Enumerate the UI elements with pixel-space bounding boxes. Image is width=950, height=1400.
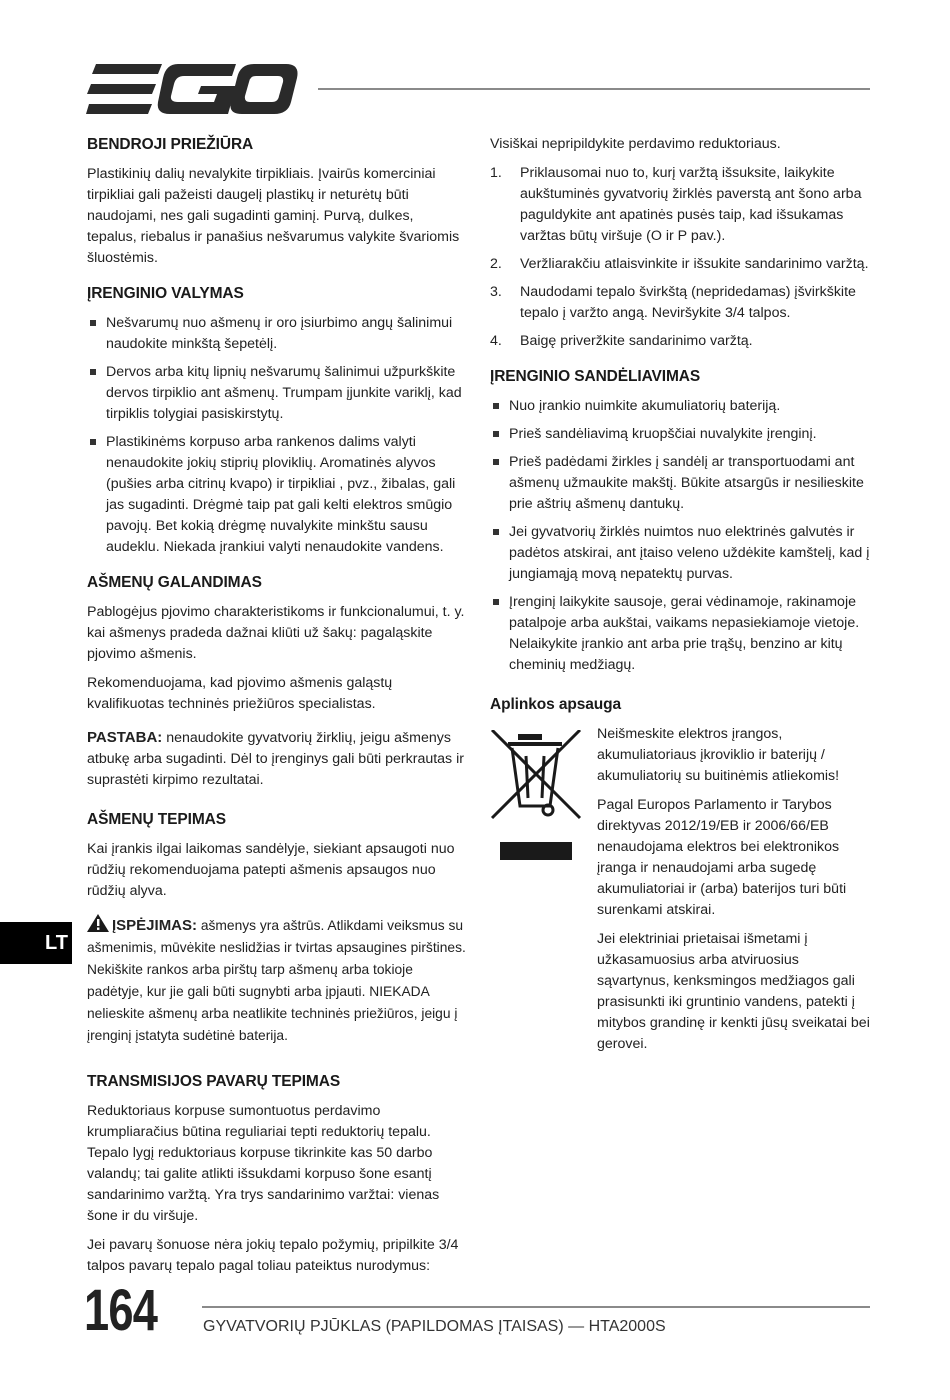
section-storage <box>490 366 872 676</box>
list-item: Jei gyvatvorių žirklės nuimtos nuo elektrinės galvutės ir padėtos atskirai, ant įtaiso veleno uždėkite kamštelį, kad į jungiamąją movą nepatektų purvas. <box>490 522 872 585</box>
section-title: Aplinkos apsauga <box>490 696 622 713</box>
paragraph: Plastikinių dalių nevalykite tirpikliais. Įvairūs komerciniai tirpikliai gali pažeisti daugelį plastikų ir neturėtų būti naudojami, nes gali sugadinti gaminį. Purvą, dulkes, tepalus, riebalus ir panašius nešvarumus valykite švariomis šluostėmis. <box>87 166 460 266</box>
paragraph: Jei elektriniai prietaisai išmetami į užkasamuosius arba atviruosius sąvartynus, kenksmingos medžiagos gali prasisunkti iki gruntinio vandens, patekti į mitybos grandinę ir kenkti jūsų sveikatai bei gerovei. <box>597 931 870 1052</box>
step-number: 1. <box>490 165 502 181</box>
section-title: ĮRENGINIO SANDĖLIAVIMAS <box>490 368 701 385</box>
list-item: Dervos arba kitų lipnių nešvarumų šalinimui užpurkškite dervos tirpiklio ant ašmenų. Trumpam įjunkite variklį, kad tirpiklis tolygiai pasiskirstytų. <box>87 362 467 425</box>
right-column <box>490 134 872 1063</box>
paragraph: Reduktoriaus korpuse sumontuotus perdavimo krumpliaračius būtina reguliariai tepti reduktorių tepalu. Tepalo lygį reduktoriaus korpuse tikrinkite kas 50 darbo valandų; tai galite atlikti išsukdami korpuso šone esantį sandarinimo varžtą. Yra trys sandarinimo varžtai: vienas šone ir du viršuje. <box>87 1103 440 1224</box>
paragraph: Jei pavarų šonuose nėra jokių tepalo požymių, pripilkite 3/4 talpos pavarų tepalo pagal toliau pateiktus nurodymus: <box>87 1237 459 1274</box>
language-tab: LT <box>0 922 72 964</box>
section-environment <box>490 694 872 1055</box>
step-text: Baigę priveržkite sandarinimo varžtą. <box>520 333 753 349</box>
paragraph: Pablogėjus pjovimo charakteristikoms ir funkcionalumui, t. y. kai ašmenys pradeda dažnai kliūti už šakų: pagaląskite pjovimo ašmenis. <box>87 604 465 662</box>
footer-title: GYVATVORIŲ PJŪKLAS (PAPILDOMAS ĮTAISAS) — HTA2000S <box>203 1318 666 1335</box>
step-number: 2. <box>490 256 502 272</box>
list-item: Prieš sandėliavimą kruopščiai nuvalykite įrenginį. <box>490 424 872 445</box>
header-rule <box>318 88 870 90</box>
section-cleaning <box>87 283 467 558</box>
section-title: BENDROJI PRIEŽIŪRA <box>87 136 254 153</box>
paragraph: Pagal Europos Parlamento ir Tarybos direktyvas 2012/19/EB ir 2006/66/EB nenaudojama elektros bei elektronikos įranga ir nenaudojami arba sugedę akumuliatoriai ir (arba) baterijos turi būti surenkami atskirai. <box>597 797 847 918</box>
step-text: Naudodami tepalo švirkštą (nepridedamas) įšvirkškite tepalo į varžto angą. Neviršykite 3/4 talpos. <box>520 284 856 321</box>
warning-label: ĮSPĖJIMAS: <box>112 917 198 934</box>
bullet-list <box>490 396 872 676</box>
section-title: TRANSMISIJOS PAVARŲ TEPIMAS <box>87 1073 341 1090</box>
paragraph: Visiškai nepripildykite perdavimo reduktoriaus. <box>490 136 781 152</box>
step-item <box>490 163 872 247</box>
note-label: PASTABA: <box>87 729 163 746</box>
footer-rule <box>202 1306 870 1308</box>
paragraph: Neišmeskite elektros įrangos, akumuliatoriaus įkroviklio ir baterijų / akumuliatorių su buitinėmis atliekomis! <box>597 726 840 784</box>
step-number: 4. <box>490 333 502 349</box>
note-text: nenaudokite gyvatvorių žirklių, jeigu ašmenys atbukę arba sugadinti. Dėl to įrenginys gali būti perkrautas ir suprastėti kirpimo rezultatai. <box>87 730 464 788</box>
step-text: Veržliarakčiu atlaisvinkite ir išsukite sandarinimo varžtą. <box>520 256 869 272</box>
step-number: 3. <box>490 284 502 300</box>
list-item: Plastikinėms korpuso arba rankenos dalims valyti nenaudokite jokių stiprių ploviklių. Aromatinės alyvos (pušies arba citrinų kvapo) ir tirpikliai , pvz., žibalas, gali jas sugadinti. Drėgmė taip pat gali kelti elektros smūgio pavojų. Bet kokią drėgmę nuvalykite minkštu sausu audeklu. Niekada įrankiui valyti nenaudokite vandens. <box>87 432 467 558</box>
paragraph: Kai įrankis ilgai laikomas sandėlyje, siekiant apsaugoti nuo rūdžių rekomenduojama patepti ašmenis apsaugos nuo rūdžių alyva. <box>87 841 455 899</box>
ego-logo <box>86 64 298 114</box>
step-text: Priklausomai nuo to, kurį varžtą išsuksite, laikykite aukštuminės gyvatvorių žirklės paverstą ant šono arba paguldykite ant apatinės pusės taip, kad išsukamas varžtas būtų viršuje (O ir P pav.). <box>520 165 862 244</box>
warning-text: ašmenys yra aštrūs. Atlikdami veiksmus su ašmenimis, mūvėkite neslidžias ir tvirtas apsaugines pirštines. Nekiškite rankos arba pirštų tarp ašmenų arba tokioje padėtyje, kur jie gali būti sugnybti arba įpjauti. NIEKADA nelieskite ašmenų arba neatlikite techninės priežiūros, jeigu į įrenginį įstatyta sudėtinė baterija. <box>87 918 466 1043</box>
paragraph: Rekomenduojama, kad pjovimo ašmenis galąstų kvalifikuotas techninės priežiūros specialistas. <box>87 675 393 712</box>
step-item <box>490 282 872 324</box>
section-title: AŠMENŲ GALANDIMAS <box>87 574 262 591</box>
section-title: AŠMENŲ TEPIMAS <box>87 811 226 828</box>
bullet-list <box>87 313 467 558</box>
list-item: Nuo įrankio nuimkite akumuliatorių bateriją. <box>490 396 872 417</box>
step-item <box>490 254 872 275</box>
step-item <box>490 331 872 352</box>
section-blade-sharpening <box>87 572 467 791</box>
page-number: 164 <box>84 1278 158 1343</box>
left-column <box>87 134 467 1291</box>
list-item: Prieš padėdami žirkles į sandėlį ar transportuodami ant ašmenų užmaukite makštį. Būkite atsargūs ir nesilieskite prie aštrių ašmenų dantukų. <box>490 452 872 515</box>
weee-crossed-bin-icon <box>490 730 582 862</box>
environment-text <box>597 724 872 1055</box>
list-item: Įrenginį laikykite sausoje, gerai vėdinamoje, rakinamoje patalpoje arba aukštai, vaikams nepasiekiamoje vietoje. Nelaikykite įrankio ant arba prie trąšų, benzino ar kitų cheminių medžiagų. <box>490 592 872 676</box>
warning-icon <box>87 914 109 932</box>
section-gear-lubrication <box>87 1071 467 1277</box>
warning <box>87 914 467 1047</box>
section-title: ĮRENGINIO VALYMAS <box>87 285 244 302</box>
list-item: Nešvarumų nuo ašmenų ir oro įsiurbimo angų šalinimui naudokite minkštą šepetėlį. <box>87 313 467 355</box>
note <box>87 727 467 791</box>
numbered-steps <box>490 163 872 352</box>
section-blade-lubrication <box>87 809 467 1047</box>
section-general-maintenance <box>87 134 467 269</box>
